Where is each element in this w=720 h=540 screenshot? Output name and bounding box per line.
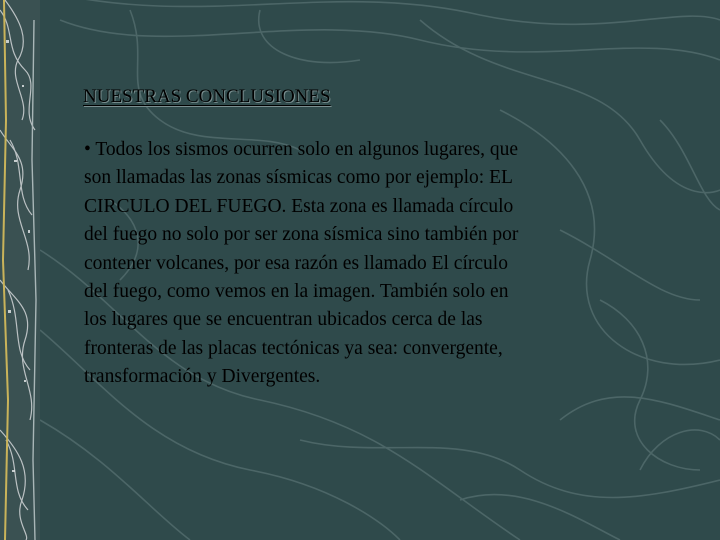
paragraph-line: del fuego no solo por ser zona sísmica sino también por [84,224,519,246]
paragraph-line: son llamadas las zonas sísmicas como por ejemplo: EL [84,167,513,189]
map-strip [0,0,40,540]
paragraph-line: los lugares que se encuentran ubicados cerca de las [84,309,483,331]
paragraph-line: • Todos los sismos ocurren solo en algunos lugares, que [84,139,519,160]
paragraph-line: del fuego, como vemos en la imagen. También solo en [84,281,509,303]
conclusion-paragraph [84,136,644,392]
paragraph-line: contener volcanes, por esa razón es llamado El círculo [84,252,508,274]
paragraph-line: fronteras de las placas tectónicas ya sea: convergente, [84,337,503,359]
paragraph-line: CIRCULO DEL FUEGO. Esta zona es llamada círculo [84,195,514,217]
slide-title: NUESTRAS CONCLUSIONES [83,86,331,107]
paragraph-line: transformación y Divergentes. [84,366,321,388]
